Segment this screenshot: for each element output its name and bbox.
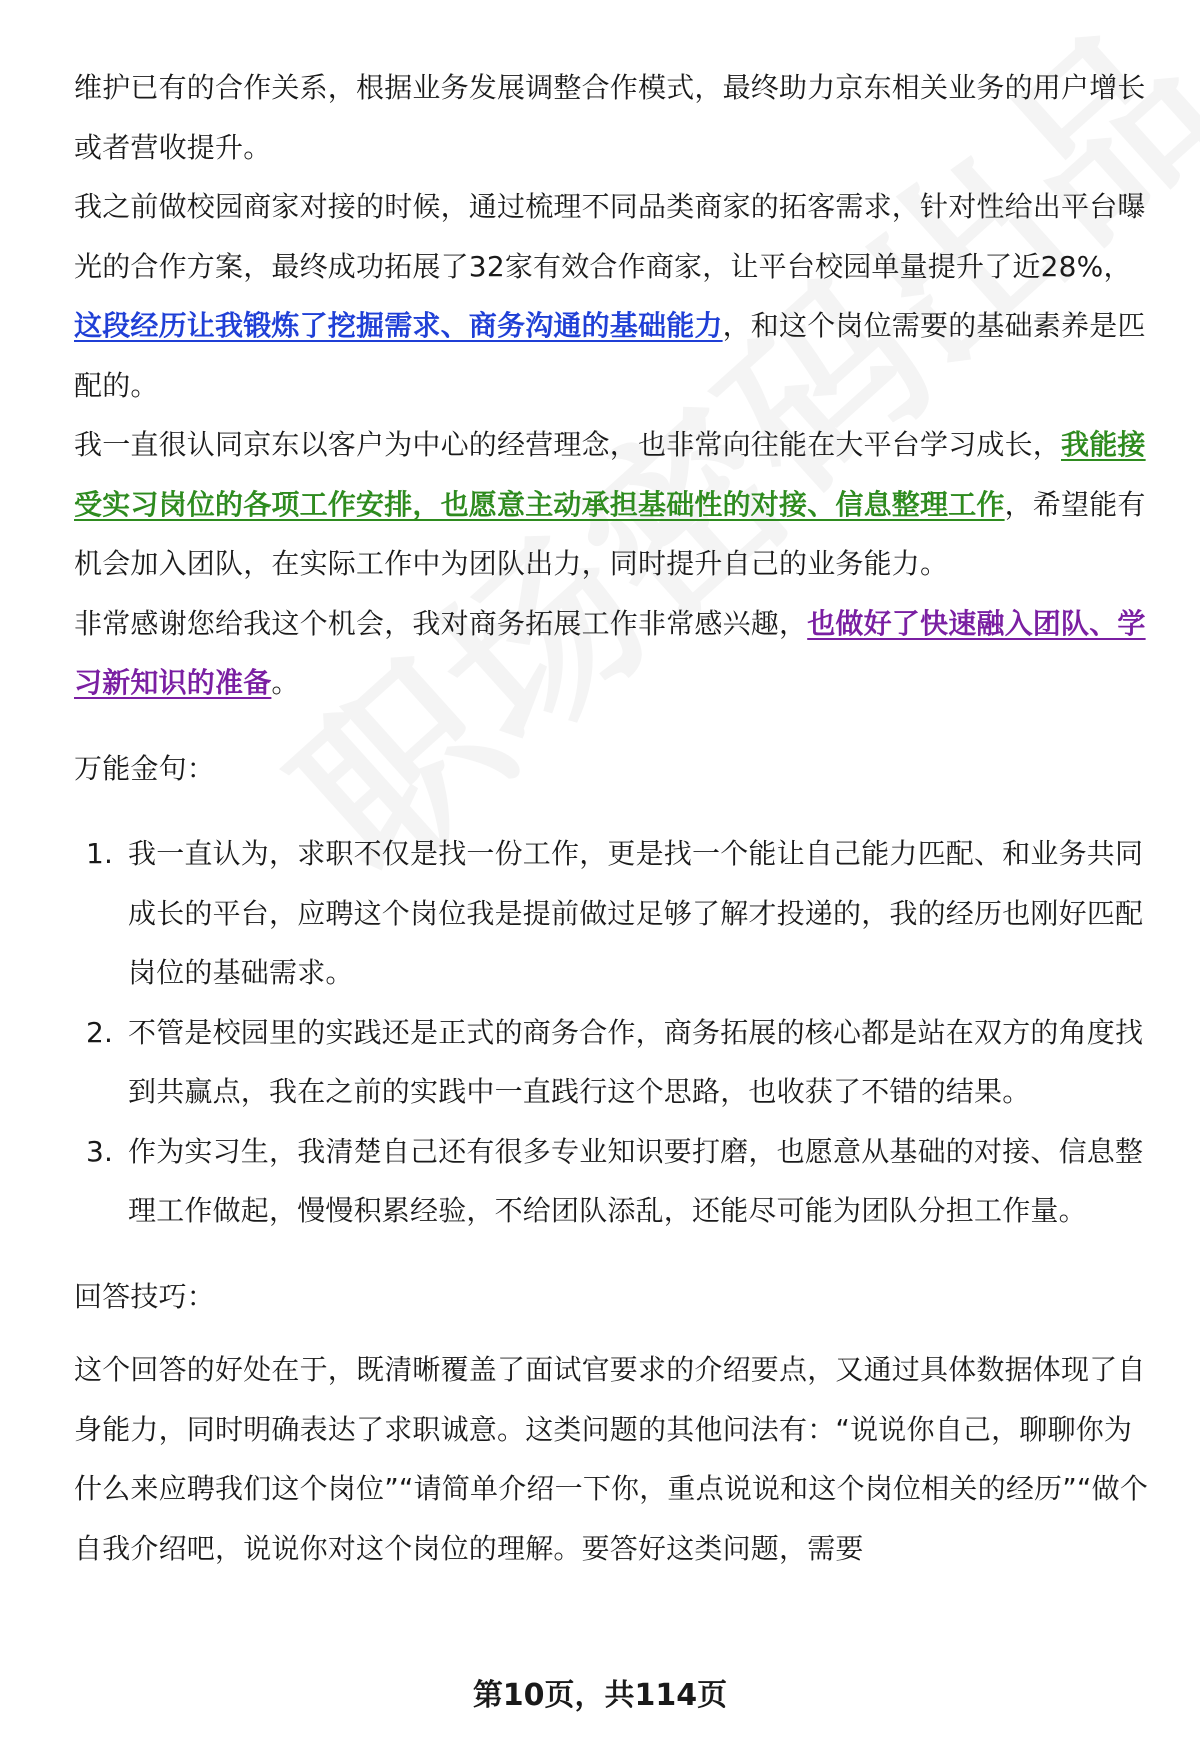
highlight-green: 我能接受实习岗位的各项工作安排，也愿意主动承担基础性的对接、信息整理工作	[74, 428, 1146, 521]
paragraph-tips: 这个回答的好处在于，既清晰覆盖了面试官要求的介绍要点，又通过具体数据体现了自身能力，同时明确表达了求职诚意。这类问题的其他问法有：“说说你自己，聊聊你为什么来应聘我们这个岗位”“请简单介绍一下你，重点说说和这个岗位相关的经历”“做个自我介绍吧，说说你对这个岗位的理解。要答好这类问题，需要	[74, 1353, 1149, 1565]
list-item-text: 作为实习生，我清楚自己还有很多专业知识要打磨，也愿意从基础的对接、信息整理工作做起，慢慢积累经验，不给团队添乱，还能尽可能为团队分担工作量。	[128, 1134, 1144, 1227]
paragraph-text: 我之前做校园商家对接的时候，通过梳理不同品类商家的拓客需求，针对性给出平台曝光的合作方案，最终成功拓展了32家有效合作商家，让平台校园单量提升了近28%，	[74, 190, 1146, 283]
list-item-text: 不管是校园里的实践还是正式的商务合作，商务拓展的核心都是站在双方的角度找到共赢点，我在之前的实践中一直践行这个思路，也收获了不错的结果。	[128, 1015, 1144, 1108]
list-item	[74, 824, 1154, 1003]
list-item-text: 我一直认为，求职不仅是找一份工作，更是找一个能让自己能力匹配、和业务共同成长的平台，应聘这个岗位我是提前做过足够了解才投递的，我的经历也刚好匹配岗位的基础需求。	[128, 837, 1144, 989]
paragraph-text: ，希望能有机会加入团队，在实际工作中为团队出力，同时提升自己的业务能力。	[74, 487, 1146, 580]
paragraph-experience	[74, 177, 1154, 415]
list-item	[74, 1122, 1154, 1241]
page-number-footer: 第10页，共114页	[472, 1678, 728, 1713]
paragraph-text: 维护已有的合作关系，根据业务发展调整合作模式，最终助力京东相关业务的用户增长或者营收提升。	[74, 71, 1146, 164]
golden-sentence-list	[74, 824, 1154, 1241]
paragraph-text: 。	[271, 666, 300, 699]
paragraph-cooperation	[74, 58, 1154, 177]
section-heading-tips: 回答技巧：	[74, 1279, 216, 1313]
section-heading-golden: 万能金句：	[74, 751, 216, 785]
highlight-purple: 也做好了快速融入团队、学习新知识的准备	[74, 606, 1146, 699]
paragraph-identity	[74, 415, 1154, 594]
list-item	[74, 1003, 1154, 1122]
highlight-blue: 这段经历让我锻炼了挖掘需求、商务沟通的基础能力	[74, 309, 723, 342]
list-item-number: 1.	[86, 837, 114, 870]
paragraph-text: ，和这个岗位需要的基础素养是匹配的。	[74, 309, 1146, 402]
list-item-number: 2.	[86, 1015, 114, 1049]
paragraph-text: 我一直很认同京东以客户为中心的经营理念，也非常向往能在大平台学习成长，	[74, 428, 1062, 461]
paragraph-text: 非常感谢您给我这个机会，我对商务拓展工作非常感兴趣，	[74, 606, 808, 640]
list-item-number: 3.	[86, 1134, 114, 1168]
paragraph-thanks	[74, 594, 1154, 713]
document-body	[74, 58, 1154, 1578]
